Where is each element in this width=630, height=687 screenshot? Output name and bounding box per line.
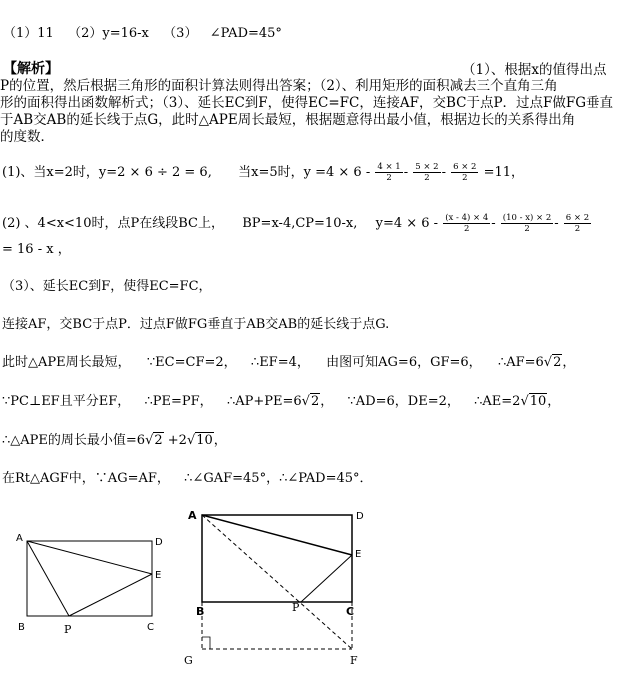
step3-l5-mid: +2 — [163, 433, 187, 448]
step3-line-1: （3）、延长EC到F，使得EC=FC， — [2, 279, 212, 294]
analysis-line-5: 的度数． — [0, 129, 54, 145]
fig1-segment-pe — [69, 574, 152, 616]
step3-l5-radicand-1: 2 — [154, 433, 163, 448]
fig2-label-f: F — [350, 654, 358, 667]
step3-l6-a: 在Rt△AGF中，∵AG=AF， — [2, 471, 170, 486]
fig2-label-e: E — [355, 549, 362, 560]
fig2-label-b: B — [196, 605, 205, 618]
step3-l3-a: 此时△APE周长最短， — [2, 355, 131, 370]
analysis-text-right: （1）、根据x的值得出点 — [462, 62, 607, 78]
step3-l4-d: ∵AD=6，DE=2， — [347, 394, 460, 409]
answer-3-angle: ∠PAD=45° — [209, 26, 282, 41]
step2-part3: y=4 × 6 - — [375, 216, 439, 231]
analysis-tag: 【解析】 — [3, 61, 59, 77]
fig1-label-p: P — [64, 623, 72, 636]
analysis-line-4: 于AB交AB的延长线于点G，此时△APE周长最短，根据题意得出最小值，根据边长的关系得出角 — [0, 112, 576, 128]
fig1-rectangle — [27, 541, 152, 616]
step1-fraction-2: $\frac{5 \times 2}{2}$ — [415, 162, 439, 183]
step3-l5-a: ∴△APE的周长最小值=6 — [2, 433, 146, 448]
step3-l4-c-radicand: 2 — [310, 394, 320, 409]
step3-line-2: 连接AF，交BC于点P．过点F做FG垂直于AB交AB的延长线于点G. — [2, 317, 390, 332]
fig1-segment-ap — [27, 541, 69, 616]
step2-fraction-1: $\frac{(x - 4) \times 4}{2}$ — [445, 213, 489, 234]
step3-l4-e-radicand: 10 — [529, 394, 547, 409]
sqrt-sign: √ — [186, 433, 196, 448]
step3-l5-radicand-2: 10 — [196, 433, 213, 448]
step3-l3-e-radicand: 2 — [553, 355, 562, 370]
step2-fraction-2: $\frac{(10 - x) \times 2}{2}$ — [502, 213, 552, 234]
fig1-label-c: C — [147, 622, 154, 633]
sqrt-sign: √ — [145, 433, 154, 448]
step1-result: =11， — [483, 165, 525, 180]
step3-l4-c: ∴AP+PE=6 — [226, 394, 302, 409]
fig2-label-c: C — [346, 605, 355, 618]
answer-3: （3） — [163, 26, 198, 41]
step3-l4-a: ∵PC⊥EF且平分EF， — [2, 394, 131, 409]
step1-part2: 当x=5时，y =4 × 6 - — [238, 165, 371, 180]
step3-l3-end: ， — [562, 355, 576, 370]
answer-2: （2）y=16-x — [68, 26, 149, 41]
step1-fraction-1: $\frac{4 \times 1}{2}$ — [377, 162, 401, 183]
analysis-line-3: 形的面积得出函数解析式；（3）、延长EC到F，使得EC=FC，连接AF，交BC于点P．过点F做FG垂直 — [0, 95, 614, 111]
fig2-segment-pe — [301, 555, 352, 602]
fig2-rectangle — [202, 515, 352, 602]
answer-1: （1）11 — [3, 26, 54, 41]
step3-l4-end: ， — [547, 394, 561, 409]
step3-l5-end: ， — [213, 433, 227, 448]
step2-part1: (2) 、4<x<10时，点P在线段BC上， — [2, 216, 224, 231]
step3-line-5 — [2, 429, 227, 448]
step3-line-6 — [2, 467, 373, 486]
sqrt-sign: √ — [301, 394, 310, 409]
fig1-segment-ae — [27, 541, 152, 574]
fig2-label-g: G — [184, 654, 193, 667]
answer-line — [3, 22, 282, 41]
step3-line-4 — [2, 390, 560, 409]
step2-line-2: = 16 - x ， — [2, 242, 71, 257]
step3-l4-e: ∴AE=2 — [474, 394, 521, 409]
step3-l3-d: 由图可知AG=6，GF=6， — [326, 355, 482, 370]
figure-1 — [0, 525, 180, 665]
step3-line-3 — [2, 351, 575, 370]
step3-l3-b: ∵EC=CF=2， — [146, 355, 237, 370]
step3-l3-e: ∴AF=6 — [497, 355, 544, 370]
step1-fraction-3: $\frac{6 \times 2}{2}$ — [453, 162, 477, 183]
fig2-label-p: P — [292, 601, 300, 614]
fig1-label-a: A — [16, 533, 23, 544]
fig1-label-d: D — [155, 537, 163, 548]
step3-l6-b: ∴∠GAF=45°，∴∠PAD=45°． — [184, 471, 373, 486]
step1-part1: (1)、当x=2时，y=2 × 6 ÷ 2 = 6, — [2, 165, 212, 180]
step3-l4-b: ∴PE=PF， — [144, 394, 213, 409]
figure-2 — [180, 505, 380, 680]
step2-part2: BP=x-4,CP=10-x, — [242, 216, 358, 231]
step1-line: (1)、当x=2时，y=2 × 6 ÷ 2 = 6, 当x=5时，y =4 × 6 - $\frac{4 \times 1}{2}$ - $\frac{5 \times 2}{2}$ - $\frac{6 \times 2}{2}$ =11， — [2, 162, 525, 183]
step2-line: (2) 、4<x<10时，点P在线段BC上， BP=x-4,CP=10-x, y=4 × 6 - $\frac{(x - 4) \times 4}{2}$ - $\frac{(10 - x) \times 2}{2}$ - $\frac{6 \times 2}{2}$ — [2, 213, 590, 234]
fig1-label-e: E — [155, 570, 162, 581]
fig1-label-b: B — [18, 622, 25, 633]
step2-fraction-3: $\frac{6 \times 2}{2}$ — [565, 213, 590, 234]
step3-l4-c-end: ， — [320, 394, 334, 409]
analysis-line-2: P的位置，然后根据三角形的面积计算法则得出答案；（2）、利用矩形的面积减去三个直角三角 — [0, 78, 558, 94]
fig2-label-d: D — [356, 511, 364, 522]
fig2-right-angle-mark — [202, 637, 210, 649]
sqrt-sign: √ — [520, 394, 529, 409]
sqrt-sign: √ — [543, 355, 553, 370]
step3-l3-c: ∴EF=4， — [250, 355, 310, 370]
fig2-label-a: A — [188, 509, 197, 522]
